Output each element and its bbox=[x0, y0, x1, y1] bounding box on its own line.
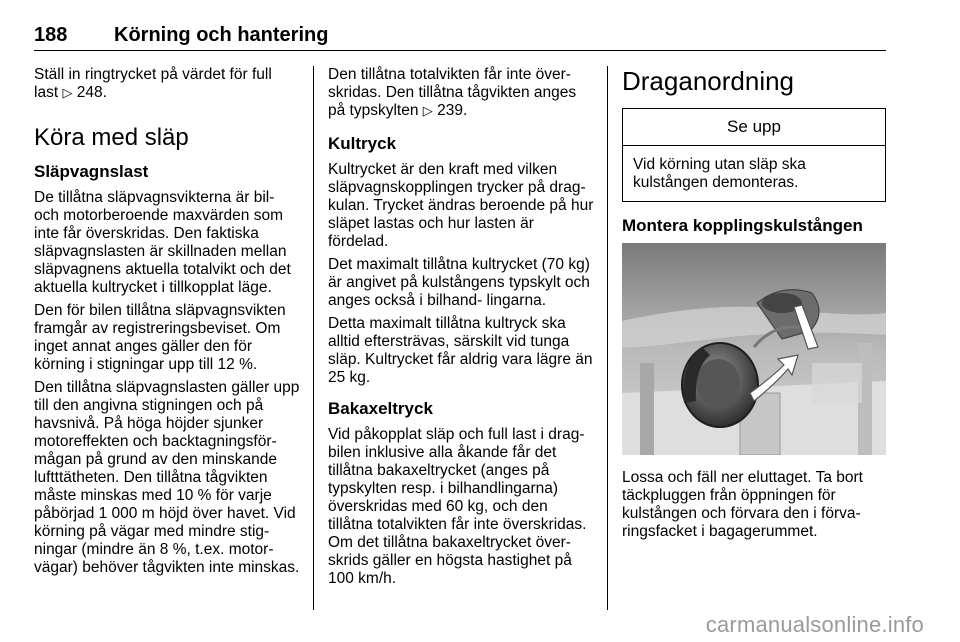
paragraph: Den tillåtna släpvagnslasten gäller upp till den angivna stigningen och på havsnivå. På höga höjder sjunker motoreffekten och backtagningsför- mågan på grund av den minskande luftttätheten. Den tillåtna tågvikten måste minskas med 10 % för varje påbörjad 1 000 m höjd över havet. Vid körning på vägar med mindre stig- ningar (mindre än 8 %, t.ex. motor- vägar) behöver tågvikten inte minskas. bbox=[34, 379, 300, 576]
paragraph: Den för bilen tillåtna släpvagnsvikten framgår av registreringsbeviset. Om inget annat anges gäller den för körning i stigningar upp till 12 %. bbox=[34, 302, 286, 373]
column-divider bbox=[313, 66, 314, 610]
tow-bar-illustration bbox=[622, 243, 886, 455]
running-title: Körning och hantering bbox=[114, 24, 329, 46]
paragraph: Kultrycket är den kraft med vilken släpvagnskopplingen trycker på drag- kulan. Trycket ändras beroende på hur släpet lastas och hur lasten är fördelad. bbox=[328, 161, 594, 250]
page-ref-icon: ▷ bbox=[62, 85, 73, 100]
section-heading: Draganordning bbox=[622, 66, 795, 96]
section-heading: Köra med släp bbox=[34, 124, 189, 151]
subsection-heading: Montera kopplingskulstången bbox=[622, 216, 863, 235]
column-2 bbox=[328, 66, 594, 593]
page-ref-icon: ▷ bbox=[422, 103, 433, 118]
paragraph: Vid påkopplat släp och full last i drag- bilen inklusive alla åkande får det tillåtna bakaxeltrycket (anges på typskylten resp. i bilhandlingarna) överskridas med 60 kg, och den tillåtna totalvikten får inte överskridas. Om det tillåtna bakaxeltrycket över- skrids gäller en högsta hastighet på 100 km/h. bbox=[328, 426, 587, 587]
paragraph: Detta maximalt tillåtna kultryck ska alltid eftersträvas, särskilt vid tunga släp. Kultrycket får aldrig vara lägre än 25 kg. bbox=[328, 315, 593, 386]
page-ref-link[interactable]: 239. bbox=[437, 102, 468, 119]
subsection-heading: Kultryck bbox=[328, 134, 397, 153]
watermark: carmanualsonline.info bbox=[705, 612, 924, 637]
caution-text: Vid körning utan släp ska kulstången demonteras. bbox=[633, 156, 806, 191]
paragraph: Det maximalt tillåtna kultrycket (70 kg) är angivet på kulstångens typskylt och anges också i bilhand- lingarna. bbox=[328, 256, 590, 309]
subsection-heading: Släpvagnslast bbox=[34, 162, 149, 181]
paragraph: De tillåtna släpvagnsvikterna är bil- och motorberoende maxvärden som inte får överskridas. Den faktiska släpvagnslasten är skillnaden mellan släpvagnens aktuella totalvikt och det aktuella kultrycket i tillkopplat läge. bbox=[34, 189, 291, 296]
page-header bbox=[34, 20, 886, 51]
paragraph: Den tillåtna totalvikten får inte över- skridas. Den tillåtna tågvikten anges på typskylten ▷ 239. bbox=[328, 66, 577, 119]
subsection-heading: Bakaxeltryck bbox=[328, 399, 433, 418]
page-number: 188 bbox=[34, 24, 68, 46]
column-divider bbox=[607, 66, 608, 610]
caution-box bbox=[622, 108, 886, 202]
paragraph: Lossa och fäll ner eluttaget. Ta bort täckpluggen från öppningen för kulstången och förvara den i förva- ringsfacket i bagagerummet. bbox=[622, 469, 863, 540]
page-ref-link[interactable]: 248. bbox=[76, 84, 107, 101]
intro-paragraph: Ställ in ringtrycket på värdet för full last ▷ 248. bbox=[34, 66, 272, 101]
column-1 bbox=[34, 66, 300, 582]
caution-title: Se upp bbox=[623, 109, 885, 146]
column-3 bbox=[622, 66, 886, 546]
